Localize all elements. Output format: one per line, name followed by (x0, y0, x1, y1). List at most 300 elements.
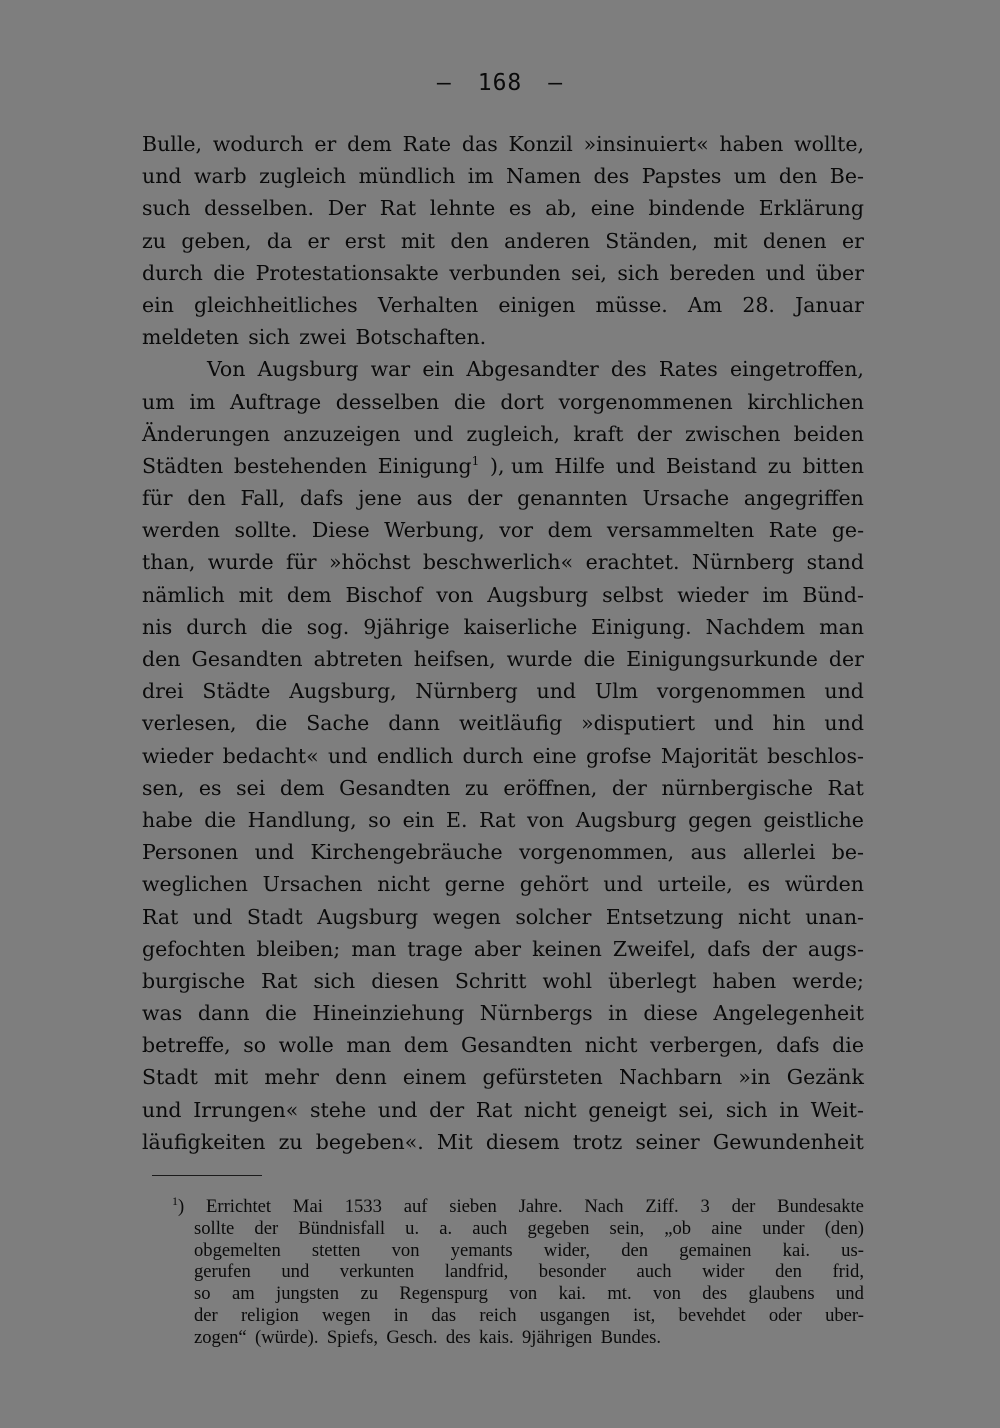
word: dem (403, 1033, 449, 1058)
word: wider, (543, 1239, 591, 1261)
word: werde; (792, 968, 864, 993)
word: stetten (311, 1239, 361, 1261)
word: verkunten (339, 1261, 415, 1283)
word: zugleich, (466, 421, 561, 446)
word: Botschaften. (355, 325, 487, 350)
text-line (142, 675, 864, 707)
footnote-rule (152, 1175, 262, 1176)
word: vor (499, 518, 534, 543)
word: Ziff. (645, 1196, 679, 1217)
text-line (142, 257, 864, 289)
word: jungsten (276, 1283, 340, 1305)
word: Einigungsurkunde (626, 647, 818, 671)
word: anderen (504, 228, 590, 253)
word: auf (403, 1196, 428, 1217)
text-line (142, 482, 864, 514)
word: Abgesandter (466, 357, 599, 382)
text-line (142, 965, 864, 997)
word: Städten (142, 453, 224, 478)
word: »in (738, 1065, 771, 1090)
word: das (461, 132, 498, 156)
word: der (194, 1304, 218, 1326)
word: sich (725, 1097, 768, 1122)
word: Angelegenheit (713, 1001, 864, 1026)
word: Rat (827, 775, 864, 800)
text-line (142, 707, 864, 739)
word: 1533 (344, 1196, 382, 1217)
word: wolle (278, 1033, 334, 1058)
word: der (761, 936, 797, 961)
word: dafs (707, 936, 751, 961)
word: in (608, 1001, 628, 1026)
word: 28. (742, 292, 775, 317)
word: von (653, 1283, 681, 1305)
word: kais. (479, 1326, 514, 1348)
word: der (611, 775, 647, 800)
word: durch (186, 614, 248, 639)
word: aber (473, 936, 522, 961)
word: kai. (782, 1239, 811, 1261)
word: selbst (602, 582, 664, 607)
word: um (142, 389, 175, 414)
word: eine (532, 743, 577, 768)
word: sei, (571, 260, 607, 285)
page-number: 168 (477, 70, 523, 96)
word: er (841, 228, 864, 253)
word: Stadt (246, 904, 303, 929)
text-line (142, 579, 864, 611)
word: den (621, 1239, 649, 1261)
word: mehr (264, 1065, 319, 1090)
word: abtreten (313, 647, 403, 671)
word: geben, (181, 228, 252, 253)
word: im (467, 164, 494, 189)
word: landfrid, (444, 1261, 509, 1283)
word: Rates (658, 357, 718, 382)
word: wegen (432, 904, 501, 929)
word: be- (831, 840, 864, 865)
word: durch (462, 743, 524, 768)
word: Nürnberg (415, 679, 518, 704)
word: sich (617, 260, 660, 285)
word: nicht (738, 904, 791, 929)
word: man (351, 936, 397, 961)
word: werden (142, 518, 220, 543)
word: Augsburg (317, 904, 419, 929)
word: es (508, 196, 532, 221)
word: angegriffen (743, 486, 864, 511)
word: in (779, 1097, 800, 1122)
word: Der (327, 196, 367, 221)
word: erachtet. (585, 550, 680, 575)
word: E. (446, 807, 468, 832)
word: haben (712, 968, 777, 993)
word: Gezänk (786, 1065, 864, 1090)
word: meldeten (142, 325, 239, 350)
word: für (285, 550, 317, 575)
word: nürnbergische (661, 775, 813, 800)
word: diesem (485, 1129, 560, 1154)
word: such (142, 196, 191, 221)
word: a. (439, 1217, 453, 1239)
word: geistliche (763, 807, 864, 832)
word: Rat (142, 904, 179, 929)
word: beiden (793, 421, 864, 446)
word: warb (193, 164, 247, 189)
word: (den) (824, 1217, 864, 1239)
text-line (142, 868, 864, 900)
main-text (142, 128, 864, 1158)
text-line (142, 386, 864, 418)
word: mit (214, 1065, 249, 1090)
word: stand (806, 550, 864, 575)
word: Protestationsakte (255, 260, 439, 285)
word: habe (142, 807, 193, 832)
text-line (142, 611, 864, 643)
word: und (377, 1097, 418, 1122)
word: zugleich (259, 164, 347, 189)
footnote-line (172, 1327, 864, 1349)
word: den (450, 228, 489, 253)
word: und (824, 679, 864, 704)
word: ein (422, 357, 455, 382)
word: keinen (532, 936, 602, 961)
word: Jahre. (518, 1196, 563, 1217)
word: »insinuiert« (583, 132, 709, 156)
word: Städte (202, 679, 271, 704)
word: Bischof (345, 582, 423, 607)
text-line (142, 289, 864, 321)
text-line (142, 450, 864, 482)
text-line (142, 192, 864, 224)
word: der (828, 647, 864, 671)
word: Bulle, (142, 132, 203, 156)
word: zwischen (684, 421, 781, 446)
word: mt. (607, 1283, 632, 1305)
word: Nürnberg (691, 550, 795, 575)
word: aus (690, 840, 727, 865)
footnote-line (172, 1305, 864, 1327)
word: Spiefs, (326, 1326, 379, 1348)
footnote-marker-number: 1 (172, 1193, 178, 1208)
word: haben (719, 132, 784, 156)
word: Änderungen (142, 421, 270, 446)
word: „ob (664, 1217, 692, 1239)
word: nicht (377, 872, 430, 897)
word: durch (142, 260, 203, 285)
word: Beistand (665, 453, 758, 478)
word: und (824, 711, 864, 736)
word: dann (388, 711, 441, 736)
word: Mai (292, 1196, 323, 1217)
word: gegeben (527, 1217, 590, 1239)
word: gefochten (142, 936, 246, 961)
word: Kirchengebräuche (310, 840, 503, 865)
word: Zweifel, (612, 936, 697, 961)
word: sei, (678, 1097, 715, 1122)
word: dem (286, 582, 332, 607)
word: (würde). (255, 1326, 319, 1348)
word: vorgenommen, (518, 840, 675, 865)
word: zu (360, 1283, 379, 1305)
word: gegen (688, 807, 752, 832)
text-line (142, 643, 864, 675)
word: sieben (449, 1196, 497, 1217)
word: und (142, 1097, 182, 1122)
word: uber- (825, 1304, 864, 1326)
word: aine (711, 1217, 743, 1239)
word: und (603, 872, 643, 897)
word: kai. (558, 1283, 586, 1305)
word: Entsetzung (605, 904, 724, 929)
word: Am (687, 292, 723, 317)
footnote-line (172, 1261, 864, 1283)
word: um (733, 164, 767, 189)
word: us- (841, 1239, 864, 1261)
word: ge- (831, 518, 864, 543)
word: Errichtet (206, 1196, 272, 1217)
text-line (142, 225, 864, 257)
text-line (142, 933, 864, 965)
word: die (265, 1001, 297, 1026)
word: und (192, 904, 233, 929)
word: wieder (142, 743, 214, 768)
word: dort (500, 389, 544, 414)
word: wieder (677, 582, 749, 607)
word: des (593, 164, 630, 189)
text-line (142, 997, 864, 1029)
text-line (142, 1094, 864, 1126)
word: desselben. (204, 196, 315, 221)
word: in (393, 1304, 409, 1326)
word: diesen (371, 968, 439, 993)
word: wurde (506, 647, 573, 671)
word: urteile, (657, 872, 733, 897)
word: Ursache (642, 486, 730, 511)
word: bevehdet (678, 1304, 746, 1326)
text-line (142, 804, 864, 836)
word: einem (402, 1065, 467, 1090)
word: weglichen (142, 872, 248, 897)
word: sog. (306, 614, 350, 639)
word: Einigung$^1$ (377, 453, 480, 478)
word: wegen (321, 1304, 371, 1326)
word: Stadt (142, 1065, 198, 1090)
text-line (142, 160, 864, 192)
word: und (413, 421, 454, 446)
word: eingetroffen, (729, 357, 864, 382)
word: trage (407, 936, 463, 961)
word: und (536, 679, 577, 704)
word: Bünd- (802, 582, 864, 607)
word: über (815, 260, 864, 285)
word: anzuzeigen (283, 421, 401, 446)
word: Regenspurg (399, 1283, 488, 1305)
word: seiner (635, 1129, 700, 1154)
word: Rate (402, 132, 452, 156)
word: sich (248, 325, 290, 350)
word: der (636, 421, 672, 446)
page-header (0, 70, 1000, 96)
word: und (281, 1261, 310, 1283)
word: Januar (795, 292, 864, 317)
word: auch (636, 1261, 672, 1283)
word: gerufen (194, 1261, 251, 1283)
word: wohl (542, 968, 593, 993)
word: das (431, 1304, 457, 1326)
word: stehe (309, 1097, 367, 1122)
word: verbunden (449, 260, 561, 285)
word: jene (358, 486, 402, 511)
word: bereden (669, 260, 756, 285)
word: läufigkeiten (142, 1129, 266, 1154)
word: vorgenommen (656, 679, 806, 704)
word: zwei (299, 325, 347, 350)
word: er (307, 228, 330, 253)
word: ), um (489, 453, 544, 478)
word: er (314, 132, 337, 156)
word: ist, (633, 1304, 656, 1326)
word: zu (767, 453, 792, 478)
word: grofse (585, 743, 652, 768)
word: bindende (648, 196, 746, 221)
word: sei (236, 775, 266, 800)
word: ein (142, 292, 174, 317)
word: Namen (506, 164, 582, 189)
word: frid, (832, 1261, 864, 1283)
word: Personen (142, 840, 239, 865)
word: sen, (142, 775, 185, 800)
word: und (714, 711, 754, 736)
word: under (762, 1217, 805, 1239)
word: »disputiert (581, 711, 696, 736)
word: die (453, 389, 486, 414)
word: den (187, 486, 226, 511)
word: die (583, 647, 616, 671)
header-dash-right: — (548, 70, 564, 96)
word: und (328, 743, 368, 768)
text-line (142, 514, 864, 546)
text-line (142, 546, 864, 578)
word: gemainen (679, 1239, 752, 1261)
word: so (194, 1283, 211, 1305)
word: than, (142, 550, 196, 575)
text-line (142, 353, 864, 385)
word: Erklärung (758, 196, 864, 221)
word: Gesandten (339, 775, 451, 800)
word: verbergen, (650, 1033, 764, 1058)
word: Rat (475, 1097, 513, 1122)
word: dem (347, 132, 392, 156)
word: die (832, 1033, 864, 1058)
word: den (142, 647, 181, 671)
word: verlesen, (142, 711, 237, 736)
word: einigen (498, 292, 576, 317)
word: den (775, 1261, 802, 1283)
word: Rat (479, 807, 516, 832)
word: nicht (584, 1033, 638, 1058)
word: Gesch. (386, 1326, 438, 1348)
word: Gesandten (461, 1033, 573, 1058)
word: 9jährige (363, 614, 450, 639)
word: dem (279, 775, 325, 800)
word: drei (142, 679, 184, 704)
word: Augsburg, (289, 679, 397, 704)
word: Nach (584, 1196, 624, 1217)
word: betreffe, (142, 1033, 231, 1058)
word: usgangen (539, 1304, 610, 1326)
word: bitten (802, 453, 864, 478)
word: Augsburg (487, 582, 589, 607)
text-line (142, 321, 864, 353)
word: Mit (436, 1129, 473, 1154)
word: Irrungen« (193, 1097, 299, 1122)
word: bedacht« (222, 743, 319, 768)
word: 3 (700, 1196, 710, 1217)
word: und (254, 840, 295, 865)
word: gefürsteten (482, 1065, 603, 1090)
word: yemants (450, 1239, 513, 1261)
word: aus (416, 486, 453, 511)
word: Diese (311, 518, 370, 543)
word: desselben (335, 389, 440, 414)
footnote-line (172, 1193, 864, 1218)
word: würden (784, 872, 864, 897)
word: gehört (519, 872, 589, 897)
word: eröffnen, (503, 775, 598, 800)
word: bestehenden (233, 453, 368, 478)
word: Verhalten (377, 292, 479, 317)
word: Schritt (454, 968, 527, 993)
word: zu (278, 1129, 303, 1154)
word: im (189, 389, 216, 414)
word: des (445, 1326, 471, 1348)
footnote (172, 1193, 864, 1349)
word: trotz (572, 1129, 623, 1154)
word: sein, (609, 1217, 645, 1239)
word: allerlei (742, 840, 816, 865)
word: denen (762, 228, 827, 253)
word: es (198, 775, 222, 800)
word: mit (400, 228, 436, 253)
word: den (778, 164, 818, 189)
word: hin (772, 711, 806, 736)
word: Fall, (240, 486, 286, 511)
word: Rate (768, 518, 818, 543)
word: weitläufig (458, 711, 563, 736)
word: oder (768, 1304, 802, 1326)
text-line (142, 901, 864, 933)
word: solcher (515, 904, 592, 929)
word: vorgenommenen (558, 389, 733, 414)
word: so (243, 1033, 267, 1058)
word: von (527, 807, 565, 832)
word: Handlung, (247, 807, 357, 832)
word: die (204, 807, 237, 832)
word: da (266, 228, 293, 253)
header-dash-left: — (436, 70, 452, 96)
word: dann (197, 1001, 250, 1026)
footnote-marker: $^1$) (172, 1193, 185, 1217)
word: man (819, 614, 864, 639)
word: endlich (376, 743, 454, 768)
word: Be- (829, 164, 864, 189)
word: sollte. (234, 518, 298, 543)
word: mit (713, 228, 748, 253)
word: Hineinziehung (312, 1001, 465, 1026)
word: der (467, 486, 503, 511)
word: burgische (142, 968, 246, 993)
